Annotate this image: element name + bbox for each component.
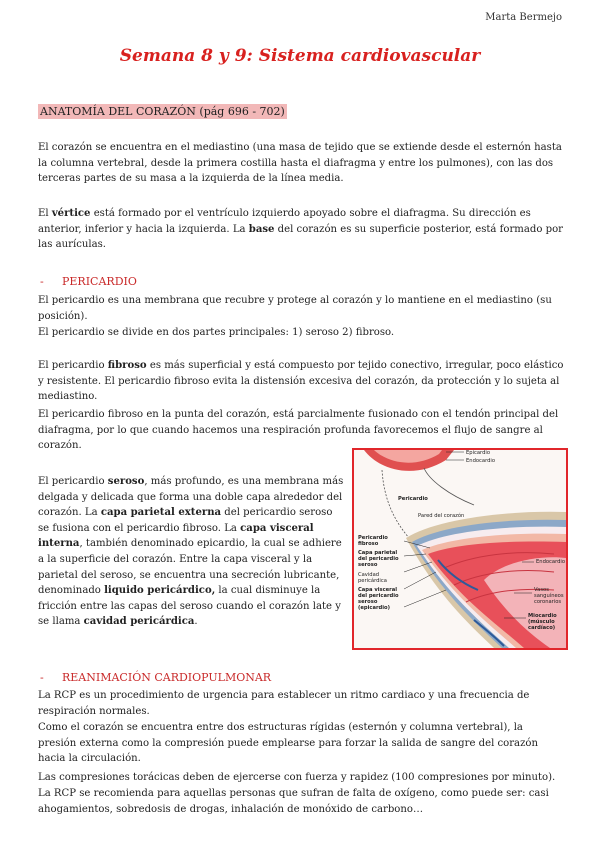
label-cavidad: Cavidad pericárdica: [358, 572, 387, 584]
label-vasos: Vasos sanguíneos coronarios: [534, 587, 564, 605]
section-heading-pericardio-text: PERICARDIO: [62, 275, 137, 288]
paragraph-rcp-compresiones: Las compresiones torácicas deben de ejercerse con fuerza y rapidez (100 compresiones por minuto).: [38, 772, 556, 783]
paragraph-mediastino: El corazón se encuentra en el mediastino (una masa de tejido que se extiende desde el esternón hasta la columna vertebral, desde la primera costilla hasta el diafragma y entre los pulmones), con las dos terceras partes de su masa a la izquierda de la línea media.: [38, 142, 562, 185]
label-endocardio: Endocardio: [536, 559, 566, 565]
label-endocardio-top: Endocardio: [466, 458, 496, 464]
label-capa-parietal: Capa parietal del pericardio seroso: [358, 550, 399, 568]
paragraph-fibroso: El pericardio fibroso es más superficial y está compuesto por tejido conectivo, irregular, poco elástico y resistente. El pericardio fibroso evita la distensión excesiva del corazón, da protección y lo sujeta al mediastino.: [38, 360, 564, 403]
bullet-dash: -: [40, 275, 44, 288]
label-pericardio-fibroso: Pericardio fibroso: [358, 535, 388, 547]
section-heading-anatomia: ANATOMÍA DEL CORAZÓN (pág 696 - 702): [40, 105, 285, 118]
label-pared-corazon: Pared del corazón: [418, 513, 465, 519]
page-title: Semana 8 y 9: Sistema cardiovascular: [119, 46, 481, 66]
paragraph-pericardio-partes: El pericardio se divide en dos partes principales: 1) seroso 2) fibroso.: [38, 327, 395, 338]
paragraph-rcp-def: La RCP es un procedimiento de urgencia para establecer un ritmo cardiaco y una frecuencia de respiración normales.: [38, 690, 530, 717]
paragraph-rcp-presion: Como el corazón se encuentra entre dos estructuras rígidas (esternón y columna vertebral), la presión externa como la compresión puede emplearse para forzar la salida de sangre del corazón hacia la circulación.: [38, 722, 538, 765]
section-heading-rcp: [40, 671, 272, 684]
paragraph-fibroso-diafragma: El pericardio fibroso en la punta del corazón, está parcialmente fusionado con el tendón principal del diafragma, por lo que cuando hacemos una respiración profunda favorecemos el flujo de sangre al corazón.: [38, 409, 559, 452]
bullet-dash: -: [40, 671, 44, 684]
label-epicardio-top: Epicardio: [466, 450, 490, 456]
label-miocardio: Miocardio (músculo cardíaco): [528, 613, 557, 631]
section-heading-rcp-text: REANIMACIÓN CARDIOPULMONAR: [62, 671, 272, 684]
paragraph-vertice: El vértice está formado por el ventrículo izquierdo apoyado sobre el diafragma. Su dirección es anterior, inferior y hacia la izquierda. La base del corazón es su superficie posterior, está formado por las aurículas.: [38, 208, 563, 251]
pericardium-figure: [352, 448, 568, 650]
label-pericardio: Pericardio: [398, 496, 428, 502]
section-heading-pericardio: [40, 275, 137, 288]
label-capa-visceral: Capa visceral del pericardio seroso (epicardio): [358, 587, 399, 611]
paragraph-seroso: El pericardio seroso, más profundo, es una membrana más delgada y delicada que forma una doble capa alrededor del corazón. La capa parietal externa del pericardio seroso se fusiona con el pericardio fibroso. La capa visceral interna, también denominado epicardio, la cual se adhiere a la superficie del corazón. Entre la capa visceral y la parietal del seroso, se encuentra una secreción lubricante, denominado liquido pericárdico, la cual disminuye la fricción entre las capas del seroso cuando el corazón late y se llama cavidad pericárdica.: [38, 476, 344, 628]
paragraph-pericardio-def: El pericardio es una membrana que recubre y protege al corazón y lo mantiene en el mediastino (su posición).: [38, 295, 552, 322]
author-name: Marta Bermejo: [485, 12, 562, 23]
paragraph-rcp-indicaciones: La RCP se recomienda para aquellas personas que sufran de falta de oxígeno, como puede ser: casi ahogamientos, sobredosis de drogas, inhalación de monóxido de carbono…: [38, 788, 549, 815]
